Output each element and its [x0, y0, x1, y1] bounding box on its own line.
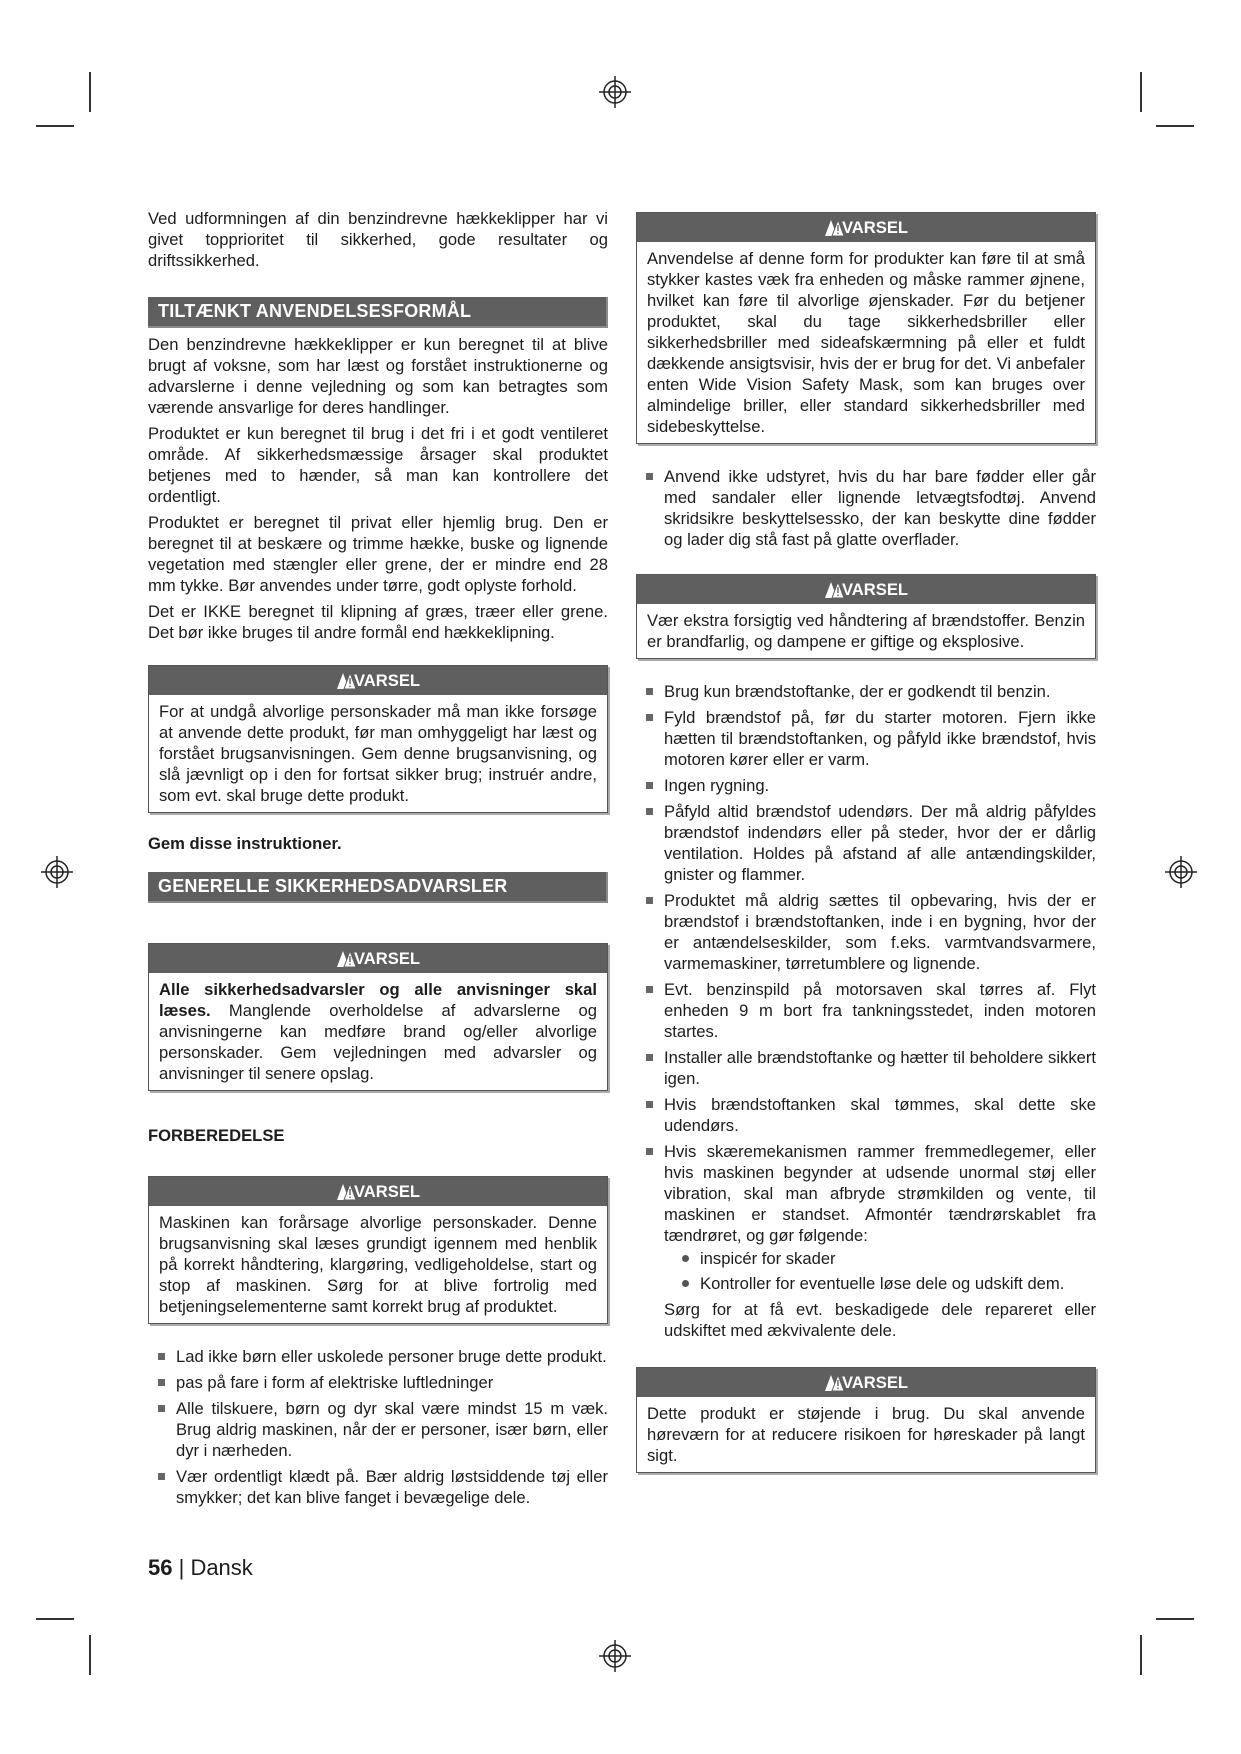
right-column — [636, 212, 1096, 1489]
warning-box — [636, 1367, 1096, 1473]
warning-text: For at undgå alvorlige personskader må man ikke forsøge at anvende dette produkt, før man omhyggeligt har læst og forstået brugsanvisningen. Gem denne brugsanvisning, og slå jævnligt op i den for fortsat sikker brug; instruér andre, som evt. skal bruge dette produkt. — [159, 702, 597, 805]
warning-label: VARSEL — [841, 218, 909, 237]
save-instructions-heading: Gem disse instruktioner. — [148, 834, 342, 853]
warning-header — [149, 666, 607, 695]
follow-up-text: Sørg for at få evt. beskadigede dele repareret eller udskiftet med ækvivalente dele. — [664, 1300, 1096, 1340]
paragraph: Den benzindrevne hækkeklipper er kun beregnet til at blive brugt af voksne, som har læst og forstået instruktionerne og advarslerne i denne vejledning og som kan betragtes som værende ansvarlige for deres handlinger. — [148, 335, 608, 417]
list-item: pas på fare i form af elektriske luftledninger — [148, 1372, 608, 1393]
list-item: Lad ikke børn eller uskolede personer bruge dette produkt. — [148, 1346, 608, 1367]
warning-text: Anvendelse af denne form for produkter kan føre til at små stykker kastes væk fra enheden og måske rammer øjnene, hvilket kan føre til alvorlige øjenskader. Før du betjener produktet, skal du tage sikkerhedsbriller eller sikkerhedsbriller med sideafskærmning på eller et fuldt dækkende ansigtsvisir, hvis der er brug for det. Vi anbefaler enten Wide Vision Safety Mask, som kan bruges over almindelige briller, eller standard sikkerhedsbriller med sidebeskyttelse. — [647, 249, 1085, 436]
list-item-text: Hvis skæremekanismen rammer fremmedlegemer, eller hvis maskinen begynder at udsende unormal støj eller vibration, skal man afbryde strømkilden og vente, til maskinen er standset. Afmontér tændrørskablet fra tændrøret, og gør følgende: — [664, 1142, 1096, 1245]
crop-mark — [89, 72, 91, 112]
warning-box — [636, 212, 1096, 444]
warning-header — [149, 944, 607, 973]
warning-header — [637, 213, 1095, 242]
warning-label: VARSEL — [841, 1373, 909, 1392]
list-item: Installer alle brændstoftanke og hætter til beholdere sikkert igen. — [636, 1047, 1096, 1089]
footer-language: Dansk — [190, 1555, 253, 1580]
warning-text: Vær ekstra forsigtig ved håndtering af brændstoffer. Benzin er brandfarlig, og dampene er giftige og eksplosive. — [647, 611, 1085, 651]
bullet-list — [636, 466, 1096, 550]
warning-header — [637, 1368, 1095, 1397]
registration-mark-icon — [598, 1639, 632, 1673]
footer-separator: | — [172, 1555, 191, 1580]
crop-mark — [1156, 1618, 1194, 1620]
warning-header — [637, 575, 1095, 604]
sub-list-item: inspicér for skader — [664, 1248, 1096, 1269]
list-item: Brug kun brændstoftanke, der er godkendt til benzin. — [636, 681, 1096, 702]
crop-mark — [36, 125, 74, 127]
sub-list — [664, 1248, 1096, 1294]
list-item — [636, 1141, 1096, 1294]
paragraph: Produktet er beregnet til privat eller hjemlig brug. Den er beregnet til at beskære og trimme hække, buske og lignende vegetation med stængler eller grene, der er mindre end 28 mm tykke. Bør anvendes under tørre, godt oplyste forhold. — [148, 513, 608, 595]
bullet-list — [148, 1346, 608, 1508]
bullet-list — [636, 681, 1096, 1294]
warning-text: Dette produkt er støjende i brug. Du skal anvende høreværn for at reducere risikoen for høreskader på langt sigt. — [647, 1404, 1085, 1465]
list-item: Hvis brændstoftanken skal tømmes, skal dette ske udendørs. — [636, 1094, 1096, 1136]
sub-list-item: Kontroller for eventuelle løse dele og udskift dem. — [664, 1273, 1096, 1294]
list-item: Ingen rygning. — [636, 775, 1096, 796]
page-number: 56 — [148, 1555, 173, 1580]
list-item: Fyld brændstof på, før du starter motoren. Fjern ikke hætten til brændstoftanken, og påfyld ikke brændstof, hvis motoren kører eller er varm. — [636, 707, 1096, 770]
list-item: Påfyld altid brændstof udendørs. Der må aldrig påfyldes brændstof indendørs eller på steder, hvor der er dårlig ventilation. Holdes på afstand af alle antændingskilder, gnister og flammer. — [636, 801, 1096, 885]
section-title-intended-use: TILTÆNKT ANVENDELSESFORMÅL — [148, 297, 608, 328]
crop-mark — [36, 1618, 74, 1620]
crop-mark — [89, 1635, 91, 1675]
warning-text — [149, 973, 607, 1090]
warning-box — [148, 943, 608, 1091]
warning-header — [149, 1177, 607, 1206]
preparation-heading: FORBEREDELSE — [148, 1126, 285, 1145]
warning-box — [636, 574, 1096, 659]
paragraph: Produktet er kun beregnet til brug i det fri i et godt ventileret område. Af sikkerhedsmæssige årsager skal produktet betjenes med to hænder, så man kan kontrollere det ordentligt. — [148, 424, 608, 506]
registration-mark-icon — [40, 855, 74, 889]
section-title-general-safety: GENERELLE SIKKERHEDSADVARSLER — [148, 872, 608, 903]
registration-mark-icon — [598, 75, 632, 109]
crop-mark — [1140, 1635, 1142, 1675]
warning-bold-text: Alle sikkerhedsadvarsler og alle anvisninger skal læses. — [159, 980, 597, 1020]
warning-label: VARSEL — [353, 949, 421, 968]
paragraph: Det er IKKE beregnet til klipning af græs, træer eller grene. Det bør ikke bruges til andre formål end hækkeklipning. — [148, 602, 608, 642]
list-item: Alle tilskuere, børn og dyr skal være mindst 15 m væk. Brug aldrig maskinen, når der er personer, især børn, eller dyr i nærheden. — [148, 1398, 608, 1461]
list-item: Produktet må aldrig sættes til opbevaring, hvis der er brændstof i brændstoftanken, inde i en bygning, hvor der er antændelseskilder, som f.eks. varmtvandsvarmere, varmemaskiner, tørretumblere og lignende. — [636, 890, 1096, 974]
page-footer — [148, 1555, 253, 1581]
warning-label: VARSEL — [841, 580, 909, 599]
warning-box — [148, 1176, 608, 1324]
list-item: Evt. benzinspild på motorsaven skal tørres af. Flyt enheden 9 m bort fra tankningsstedet, inden motoren startes. — [636, 979, 1096, 1042]
warning-box — [148, 665, 608, 813]
registration-mark-icon — [1164, 855, 1198, 889]
list-item: Anvend ikke udstyret, hvis du har bare fødder eller går med sandaler eller lignende letvægtsfodtøj. Anvend skridsikre beskyttelsessko, der kan beskytte dine fødder og lader dig stå fast på glatte overflader. — [636, 466, 1096, 550]
crop-mark — [1156, 125, 1194, 127]
warning-label: VARSEL — [353, 1182, 421, 1201]
intro-paragraph: Ved udformningen af din benzindrevne hækkeklipper har vi givet topprioritet til sikkerhed, gode resultater og driftssikkerhed. — [148, 209, 608, 270]
crop-mark — [1140, 72, 1142, 112]
left-column — [148, 208, 608, 1513]
warning-label: VARSEL — [353, 671, 421, 690]
warning-rest-text: Manglende overholdelse af advarslerne og anvisningerne kan medføre brand og/eller alvorlige personskader. Gem vejledningen med advarsler og anvisninger til senere opslag. — [159, 1001, 597, 1083]
warning-text: Maskinen kan forårsage alvorlige personskader. Denne brugsanvisning skal læses grundigt igennem med henblik på korrekt håndtering, klargøring, vedligeholdelse, start og stop af maskinen. Sørg for at blive fortrolig med betjeningselementerne samt korrekt brug af produktet. — [159, 1213, 597, 1316]
list-item: Vær ordentligt klædt på. Bær aldrig løstsiddende tøj eller smykker; det kan blive fanget i bevægelige dele. — [148, 1466, 608, 1508]
